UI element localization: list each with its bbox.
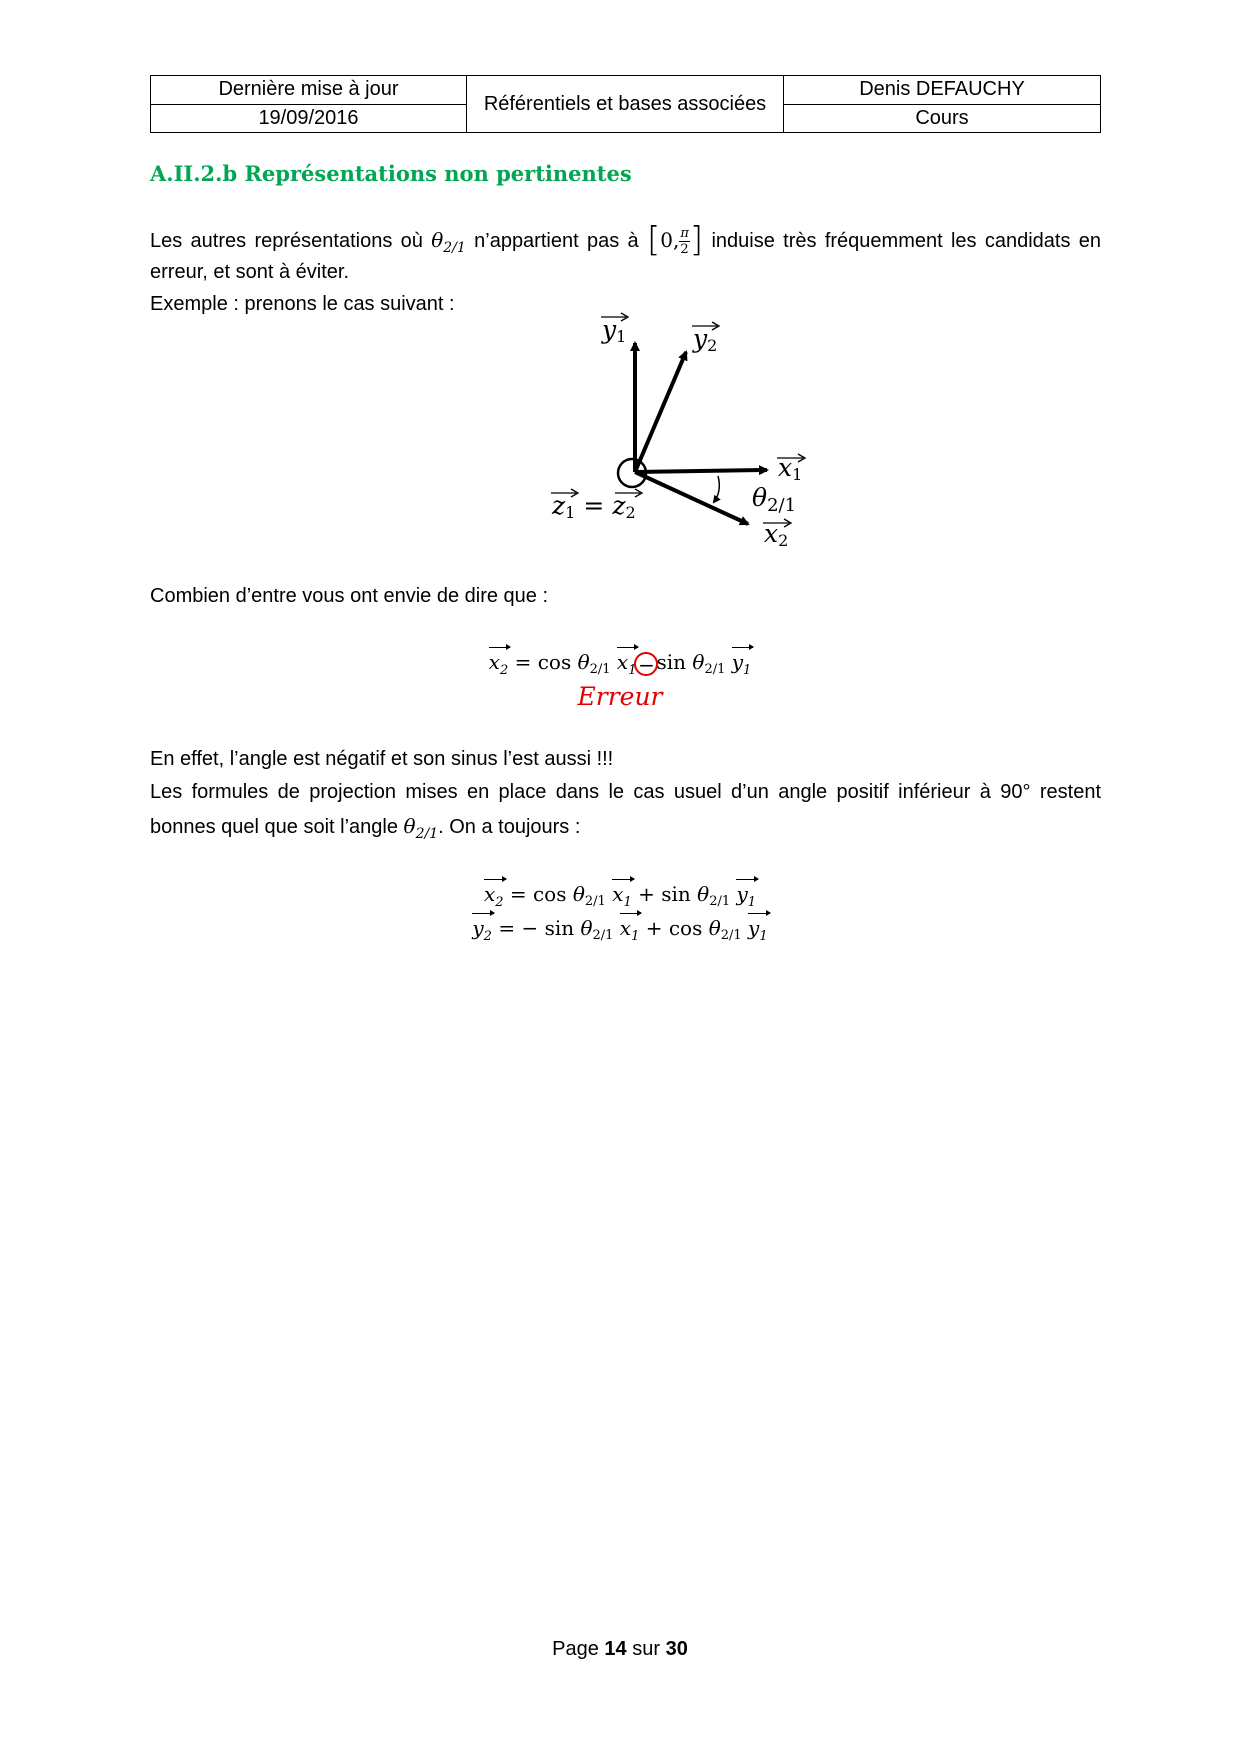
axis-x2-arrow	[635, 472, 748, 524]
theta-inline: $\theta_{2/1}$	[403, 814, 439, 842]
vec-y1: $y_1$	[731, 650, 752, 678]
angle-arc	[714, 476, 719, 502]
label-theta	[752, 483, 796, 516]
interval-0-pi-2: [0, $\frac{\pi}{2}$ ]	[646, 220, 704, 260]
question-text: Combien d’entre vous ont envie de dire que :	[150, 585, 549, 607]
label-y1	[601, 313, 628, 346]
theta: $\theta_{2/1}$	[577, 650, 611, 677]
section-title: A.II.2.b Représentations non pertinentes	[150, 161, 632, 186]
intro-text-c: induise très fréquemment les candidats en	[711, 230, 1102, 252]
formulas-line-2: bonnes quel que soit l’angle $\theta_{2/1}$. On a toujours :	[150, 814, 581, 842]
label-x1	[777, 453, 805, 484]
effect-text: En effet, l’angle est négatif et son sinus l’est aussi !!!	[150, 748, 614, 770]
theta: $\theta_{2/1}$	[692, 650, 726, 677]
label-y2	[692, 322, 719, 355]
svg-text:x2: x2	[764, 519, 789, 550]
last-update-label: Dernière mise à jour	[151, 76, 467, 105]
example-text: Exemple : prenons le cas suivant :	[150, 293, 455, 315]
intro-text-b: n’appartient pas à	[474, 230, 639, 252]
axis-x1-arrow	[635, 470, 767, 472]
total-pages: 30	[665, 1638, 688, 1660]
page-footer: Page 14 sur 30	[552, 1638, 688, 1660]
update-date: 19/09/2016	[151, 104, 467, 133]
formulas-line-1: Les formules de projection mises en place dans le cas usuel d’un angle positif inférieur à 90° restent	[150, 781, 1101, 803]
document-type: Cours	[784, 104, 1101, 133]
svg-text:θ2/1: $\theta_{2/1}$	[752, 483, 797, 516]
correct-equation-1: $x_2 = \cos \theta_{2/1}$ $x_1 + \sin \theta_{2/1}$ $y_1$	[483, 882, 757, 910]
subject-title: Référentiels et bases associées	[467, 76, 784, 133]
author-name: Denis DEFAUCHY	[784, 76, 1101, 105]
svg-text:z1=z2: z1 = z2	[552, 491, 636, 522]
axis-y2-arrow	[635, 352, 686, 472]
label-z1-equals-z2	[551, 489, 642, 522]
circled-minus-sign: −	[634, 652, 658, 676]
svg-text:x1: x1	[778, 453, 803, 484]
intro-line-2: erreur, et sont à éviter.	[150, 261, 349, 283]
svg-text:y2: y2	[693, 324, 718, 355]
correct-equation-2: $y_2$ = − $\sin \theta_{2/1}$ $x_1 + \cos \theta_{2/1}$ $y_1$	[472, 916, 768, 944]
svg-text:y1: y1	[602, 315, 627, 346]
label-x2	[763, 519, 791, 550]
page-number: 14	[604, 1638, 627, 1660]
vec-x1: $x_1$	[616, 650, 637, 678]
wrong-equation: $x_2 = \cos \theta_{2/1}$ $x_1-\sin$ $\theta_{2/1}$ $y_1$	[488, 650, 752, 678]
vector-diagram	[0, 0, 1240, 560]
error-label: Erreur	[577, 682, 663, 711]
theta-inline: $\theta_{2/1}$	[431, 228, 466, 256]
vec-x2: $x_2$	[488, 650, 509, 678]
intro-text-a: Les autres représentations où	[150, 230, 423, 252]
